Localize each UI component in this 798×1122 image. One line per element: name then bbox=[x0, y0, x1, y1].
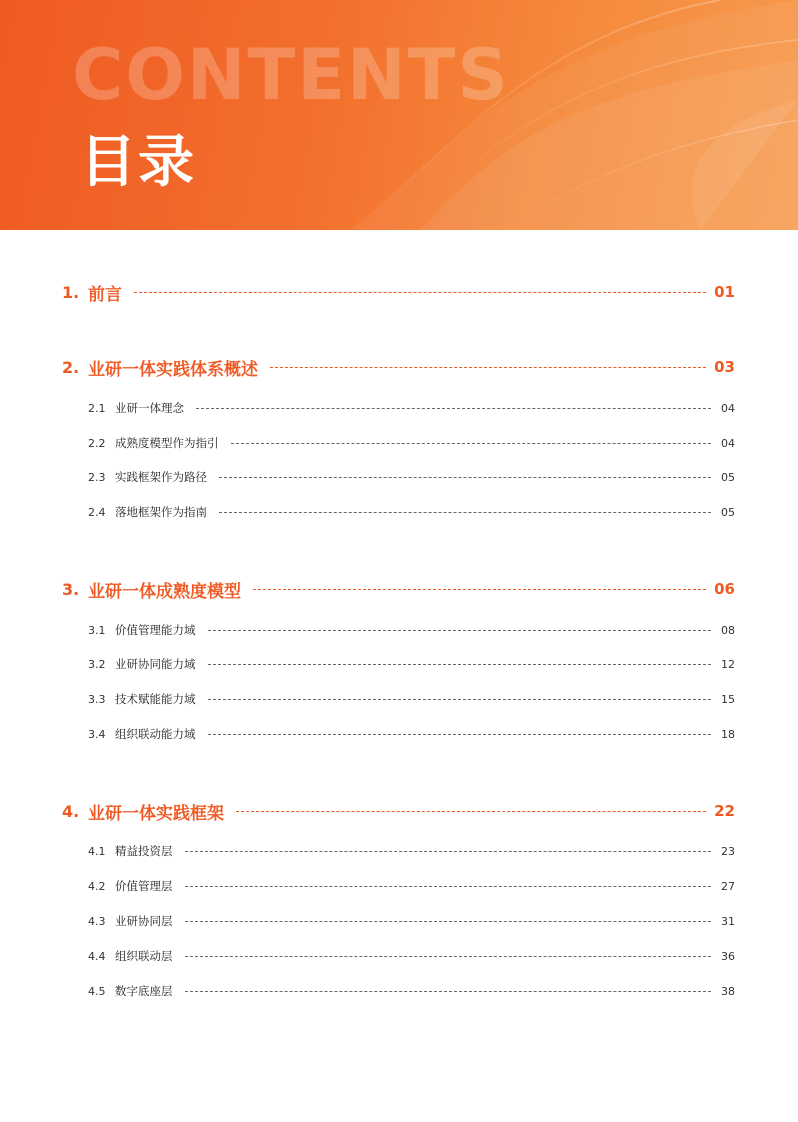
toc-item-title: 技术赋能能力域 bbox=[115, 692, 196, 706]
toc-item-page: 05 bbox=[721, 505, 735, 519]
toc-item-title: 组织联动能力域 bbox=[115, 727, 196, 741]
toc-item-page: 38 bbox=[721, 984, 735, 998]
toc-item-title: 实践框架作为路径 bbox=[115, 470, 207, 484]
toc-section-number: 1. bbox=[62, 282, 80, 302]
toc-item-title: 组织联动层 bbox=[115, 949, 173, 963]
toc-item-2-3[interactable] bbox=[88, 468, 735, 486]
toc-item-title: 业研协同层 bbox=[115, 914, 173, 928]
dotted-leader bbox=[185, 851, 712, 852]
toc-section-page: 06 bbox=[714, 580, 735, 598]
toc-item-title: 价值管理能力域 bbox=[115, 623, 196, 637]
dotted-leader bbox=[185, 921, 712, 922]
toc-item-title: 业研一体理念 bbox=[115, 401, 184, 415]
toc-section-number: 4. bbox=[62, 801, 80, 821]
dotted-leader bbox=[196, 408, 711, 409]
dotted-leader bbox=[208, 664, 712, 665]
dotted-leader bbox=[208, 699, 712, 700]
toc-item-page: 04 bbox=[721, 436, 735, 450]
dotted-leader bbox=[231, 443, 712, 444]
toc-item-3-4[interactable] bbox=[88, 725, 735, 743]
toc-item-3-1[interactable] bbox=[88, 621, 735, 639]
toc-item-page: 12 bbox=[721, 657, 735, 671]
toc-item-page: 18 bbox=[721, 727, 735, 741]
toc-item-title: 成熟度模型作为指引 bbox=[115, 436, 219, 450]
toc-item-number: 4.2 bbox=[88, 879, 106, 893]
toc-item-page: 04 bbox=[721, 401, 735, 415]
toc-item-number: 4.5 bbox=[88, 984, 106, 998]
dotted-leader bbox=[134, 292, 706, 293]
toc-item-number: 3.4 bbox=[88, 727, 106, 741]
toc-section-title: 业研一体成熟度模型 bbox=[88, 581, 241, 602]
dotted-leader bbox=[270, 367, 706, 368]
toc-item-number: 4.4 bbox=[88, 949, 106, 963]
toc-item-title: 价值管理层 bbox=[115, 879, 173, 893]
toc-item-title: 精益投资层 bbox=[115, 844, 173, 858]
toc-item-number: 4.3 bbox=[88, 914, 106, 928]
toc-item-number: 2.1 bbox=[88, 401, 106, 415]
toc-item-page: 27 bbox=[721, 879, 735, 893]
dotted-leader bbox=[253, 589, 706, 590]
toc-item-number: 2.3 bbox=[88, 470, 106, 484]
toc-section-3[interactable] bbox=[62, 577, 735, 601]
dotted-leader bbox=[219, 512, 711, 513]
toc-item-2-1[interactable] bbox=[88, 399, 735, 417]
dotted-leader bbox=[185, 956, 712, 957]
dotted-leader bbox=[185, 991, 712, 992]
toc-section-page: 03 bbox=[714, 358, 735, 376]
dotted-leader bbox=[236, 811, 706, 812]
toc-item-title: 业研协同能力域 bbox=[115, 657, 196, 671]
toc-item-number: 3.2 bbox=[88, 657, 106, 671]
toc-section-title: 业研一体实践框架 bbox=[88, 803, 224, 824]
toc-item-4-3[interactable] bbox=[88, 912, 735, 930]
toc-item-title: 落地框架作为指南 bbox=[115, 505, 207, 519]
toc-section-number: 2. bbox=[62, 357, 80, 377]
header-banner bbox=[0, 0, 798, 230]
toc-section-number: 3. bbox=[62, 579, 80, 599]
toc-item-page: 05 bbox=[721, 470, 735, 484]
toc-item-page: 15 bbox=[721, 692, 735, 706]
toc-item-4-5[interactable] bbox=[88, 982, 735, 1000]
toc-item-number: 2.2 bbox=[88, 436, 106, 450]
toc-item-2-2[interactable] bbox=[88, 434, 735, 452]
toc-section-title: 业研一体实践体系概述 bbox=[88, 359, 258, 380]
toc-section-page: 22 bbox=[714, 802, 735, 820]
dotted-leader bbox=[185, 886, 712, 887]
toc-item-4-2[interactable] bbox=[88, 877, 735, 895]
toc-section-4[interactable] bbox=[62, 799, 735, 823]
toc-item-3-2[interactable] bbox=[88, 655, 735, 673]
toc-item-page: 08 bbox=[721, 623, 735, 637]
toc-section-page: 01 bbox=[714, 283, 735, 301]
toc-item-number: 2.4 bbox=[88, 505, 106, 519]
contents-heading-watermark: CONTENTS bbox=[72, 34, 510, 116]
page-title: 目录 bbox=[80, 130, 196, 195]
toc-section-1[interactable] bbox=[62, 280, 735, 304]
toc-item-number: 3.3 bbox=[88, 692, 106, 706]
toc-item-page: 36 bbox=[721, 949, 735, 963]
dotted-leader bbox=[208, 630, 712, 631]
toc-item-3-3[interactable] bbox=[88, 690, 735, 708]
toc-item-page: 23 bbox=[721, 844, 735, 858]
toc-item-title: 数字底座层 bbox=[115, 984, 173, 998]
toc-section-title: 前言 bbox=[88, 284, 122, 305]
toc-item-page: 31 bbox=[721, 914, 735, 928]
dotted-leader bbox=[219, 477, 711, 478]
toc-item-4-4[interactable] bbox=[88, 947, 735, 965]
toc-section-2[interactable] bbox=[62, 355, 735, 379]
toc-item-2-4[interactable] bbox=[88, 503, 735, 521]
toc-item-4-1[interactable] bbox=[88, 842, 735, 860]
dotted-leader bbox=[208, 734, 712, 735]
toc-item-number: 4.1 bbox=[88, 844, 106, 858]
toc-item-number: 3.1 bbox=[88, 623, 106, 637]
